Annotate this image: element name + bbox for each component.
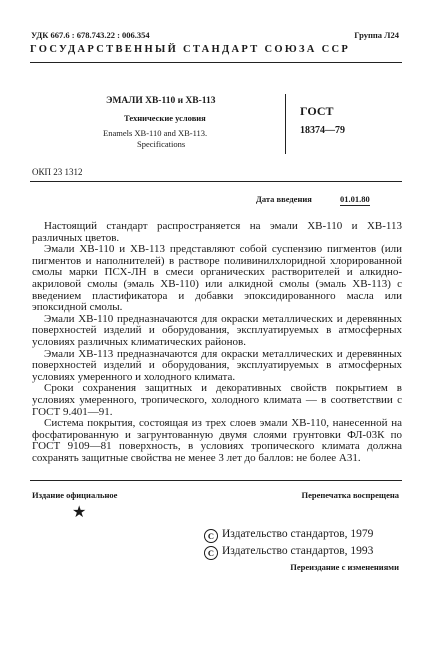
copyright-icon: С [204,546,218,560]
copyright-text-1: Издательство стандартов, 1979 [222,528,374,540]
paragraph: Эмали ХВ-110 предназначаются для окраски металлических и деревянных поверхностей изделий и оборудования, эксплуатируемых в атмосферных условиях различных климатических районов. [32,312,402,348]
bottom-rule [30,480,402,481]
copyright-line-1 [204,528,373,543]
state-standard-heading: ГОСУДАРСТВЕННЫЙ СТАНДАРТ СОЮЗА ССР [30,44,351,55]
paragraph: Эмали ХВ-110 и ХВ-113 представляют собой суспензию пигментов (или пигментов и наполнителей) в растворе поливинилхлоридной хлорированной смолы марки ПСХ-ЛН в смеси органических растворителей и алкидно-акриловой смолы (эмаль ХВ-110) или алкидной смолы (эмаль ХВ-113) с введением пластификатора и добавки эпоксидированного масла или эпоксидной смолы. [32,243,402,314]
paragraph: Сроки сохранения защитных и декоративных свойств покрытием в условиях умеренного, тропического, холодного климата — в соответствии с ГОСТ 9.401—91. [32,382,402,418]
top-rule [30,62,402,63]
document-subtitle: Технические условия [124,113,206,123]
reprint-prohibited-label: Перепечатка воспрещена [301,490,399,500]
reissue-label: Переиздание с изменениями [290,562,399,572]
star-icon: ★ [72,504,87,521]
udc-code: УДК 667.6 : 678.743.22 : 006.354 [31,30,150,40]
official-edition-label: Издание официальное [32,490,118,500]
middle-rule [30,181,402,182]
group-code: Группа Л24 [354,30,399,40]
english-title-line1: Enamels XB-110 and XB-113. [103,128,208,138]
paragraph: Система покрытия, состоящая из трех слоев эмали ХВ-110, нанесенной на фосфатированную и загрунтованную двумя слоями грунтовки ФЛ-03К по ГОСТ 9109—81 поверхность, в условиях тропического климата должна сохранять защитные свойства не менее 3 лет до баллов: не более А31. [32,417,402,464]
english-title-line2: Specifications [137,139,186,149]
intro-date-value: 01.01.80 [340,194,370,204]
okp-code: ОКП 23 1312 [32,167,83,177]
copyright-line-2 [204,545,373,560]
paragraph: Настоящий стандарт распространяется на эмали ХВ-110 и ХВ-113 различных цветов. [32,220,402,244]
document-title: ЭМАЛИ ХВ-110 и ХВ-113 [106,96,216,106]
gost-number: 18374—79 [300,125,345,136]
intro-date-label: Дата введения [256,194,312,204]
title-divider [285,94,286,154]
body-text [32,221,402,464]
copyright-text-2: Издательство стандартов, 1993 [222,545,374,557]
gost-label: ГОСТ [300,104,334,118]
paragraph: Эмали ХВ-113 предназначаются для окраски металлических и деревянных поверхностей изделий и оборудования, эксплуатируемых в атмосферных условиях умеренного и холодного климата. [32,347,402,383]
copyright-icon: С [204,529,218,543]
